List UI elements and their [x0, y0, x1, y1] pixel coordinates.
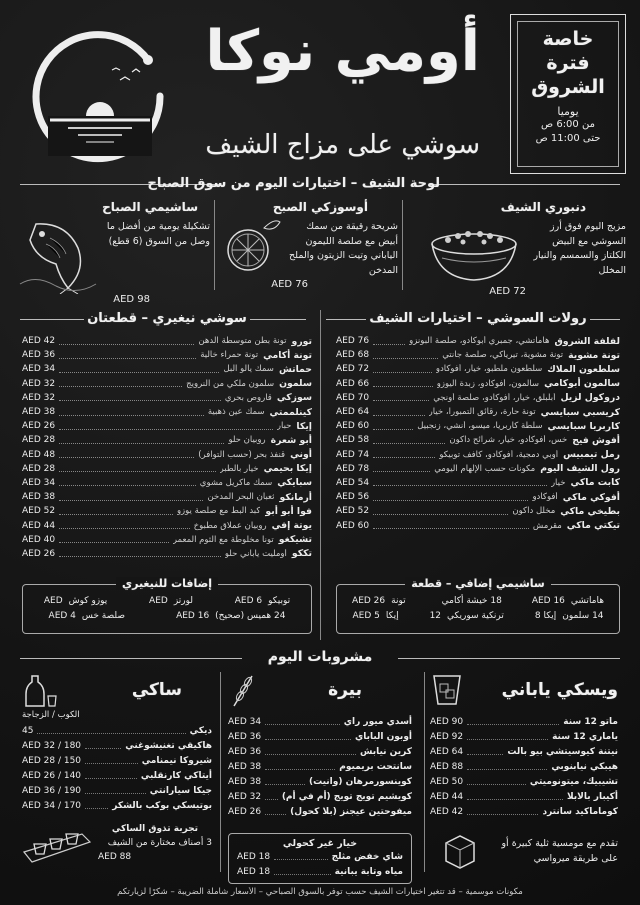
drink-row: شيروكا نيمنامي AED 28 / 150 — [22, 755, 212, 766]
footer-note: مكونات موسمية – قد تتغير اختيارات الشيف حسب توفر بالسوق الصباحي – الأسعار شاملة الضريبة – شكرًا لزيارتكم — [117, 887, 523, 897]
beer-section — [228, 672, 412, 884]
drink-row: سانتحت بريميوم AED 38 — [228, 761, 412, 772]
drink-row: أكيبار بالابلا AED 44 — [430, 791, 618, 802]
rice-bowl-icon — [428, 214, 520, 284]
menu-row: أرمانكو ثعبان البحر المدخن AED 38 — [22, 491, 312, 503]
divider — [20, 319, 84, 320]
chef-item-name: ساشيمي الصباح — [102, 200, 198, 214]
drink-row: ياماري 12 سنة AED 92 — [430, 731, 618, 742]
drink-row: بوتيسكي بوكب بالشكر AED 34 / 170 — [22, 800, 212, 811]
drink-row: ميفوحتين عيجنز (بلا كحول) AED 26 — [228, 806, 412, 817]
divider — [20, 658, 242, 659]
menu-row: سوزكي قاروص بحري AED 32 — [22, 392, 312, 404]
drink-row: نيتنة كيوسيتشي بيو بالت AED 64 — [430, 746, 618, 757]
tasting-desc: 3 أصناف مختارة من الشيف — [107, 837, 212, 848]
menu-row: أوني قنفذ بحر (حسب التوافر) AED 48 — [22, 449, 312, 461]
chef-item-desc: تشكيلة يومية من أفضل ما وصل من السوق (6 قطع) — [106, 221, 210, 247]
drink-row: أوبون الباباي AED 36 — [228, 731, 412, 742]
menu-row: تككو أومليت ياباني حلو AED 26 — [22, 548, 312, 560]
chef-item-price: AED 76 — [271, 278, 308, 290]
menu-row: يوتة إفي روبيان عملاق مطبوخ AED 44 — [22, 520, 312, 532]
menu-row: كاربريا سبايسي سلطة كاربريا، ميسو، أنشي، زنجبيل AED 60 — [336, 420, 620, 432]
sashimi-addons-box — [336, 577, 620, 634]
special-from: من 6:00 ص — [541, 119, 595, 131]
nigiri-list — [22, 334, 312, 561]
drink-row: هيبكي نيابنوبي AED 88 — [430, 761, 618, 772]
nigiri-addons-title: إضافات للنيغيري — [116, 577, 218, 590]
divider — [250, 319, 306, 320]
chef-item-desc: شريحة رقيقة من سمك أبيض مع صلصة الليمون الياباني وتيت الزيتون والملح المدخن — [289, 221, 398, 277]
addon-item: صلصة خس AED 4 — [48, 611, 126, 621]
addon-item: يوزو كوش AED — [43, 596, 108, 606]
menu-row: إيكا بحيمي خيار بالطبر AED 28 — [22, 463, 312, 475]
addon-item: ترنكية سوريكي 12 — [429, 611, 504, 621]
menu-row: أفوكي ماكي أفوكادو AED 56 — [336, 491, 620, 503]
addon-item: تونة AED 26 — [352, 596, 406, 606]
divider — [402, 200, 403, 290]
addon-item: 18 خيشة أكامي — [441, 596, 502, 606]
special-to: حتى 11:00 ص — [535, 133, 601, 145]
drink-row: كويشيم تويج تويج (أم في أم) AED 32 — [228, 791, 412, 802]
chef-item-desc: مزيج اليوم فوق أرز السوشي مع البيض الكلتاز والسمسم والنيار المخلل — [533, 221, 626, 277]
menu-row: أبو شعرة روبيان حلو AED 28 — [22, 434, 312, 446]
menu-row: فوا أبو أبو كبد البط مع صلصة يوزو AED 52 — [22, 505, 312, 517]
divider — [430, 184, 620, 185]
menu-row: إيكا حبار AED 26 — [22, 420, 312, 432]
special-title: خاصة فترة الشروق — [531, 28, 605, 98]
drink-row: أسدي ميور راي AED 34 — [228, 716, 412, 727]
addon-item: هاماتشي AED 16 — [531, 596, 604, 606]
chef-board-title: لوحة الشيف – اختيارات اليوم من سوق الصباح — [147, 176, 440, 191]
divider — [214, 200, 215, 290]
menu-row: رول الشيف اليوم مكونات حسب الإلهام اليومي AED 78 — [336, 463, 620, 475]
menu-row: سلطعون الملاك سلطعون ملطبو، خيار، أفوكادو AED 72 — [336, 363, 620, 375]
menu-row: تشيكغو تونا مخلوطة مع الثوم المعمر AED 40 — [22, 534, 312, 546]
chef-item-price: AED 98 — [113, 294, 150, 305]
divider — [320, 310, 321, 640]
nonalc-box — [228, 833, 412, 884]
chef-item — [426, 200, 626, 300]
addon-item: لورتز AED — [149, 596, 194, 606]
menu-row: كريسبي سبايسي تونة حارة، رقائق التمبورا، خيار AED 64 — [336, 406, 620, 418]
brand-tagline: سوشي على مزاج الشيف — [205, 130, 480, 160]
brand-title: أومي نوكا — [205, 19, 480, 84]
menu-row: بطيخي ماكي مخلل داكون AED 52 — [336, 505, 620, 517]
divider — [326, 319, 366, 320]
whisky-glass-icon — [430, 672, 464, 708]
drink-row: مياه وتابة يبانية AED 18 — [237, 866, 403, 877]
whisky-section — [430, 672, 618, 871]
chef-item-name: دنبوري الشيف — [500, 200, 586, 214]
nigiri-addons-box — [22, 577, 312, 634]
sunrise-special-box — [510, 14, 626, 174]
menu-row: أفوش فيج خس، أفوكادو، خيار، شرائح داكون AED 58 — [336, 434, 620, 446]
menu-row: تورو تونة بطن متوسطة الدهن AED 42 — [22, 335, 312, 347]
menu-row: تونة أكامي تونة حمراء خالية AED 36 — [22, 349, 312, 361]
sake-section — [22, 672, 212, 865]
menu-row: تيكتي ماكي مقرمش AED 60 — [336, 520, 620, 532]
drink-row: كوماماكيد سانترد AED 42 — [430, 806, 618, 817]
divider — [398, 658, 620, 659]
sake-title: ساكي — [131, 680, 182, 700]
drink-row: كوينسورمرهان (وانيت) AED 38 — [228, 776, 412, 787]
drink-row: هاكيقي تغنيشوغني AED 32 / 180 — [22, 740, 212, 751]
divider — [424, 672, 425, 872]
sake-bottle-icon — [22, 672, 58, 708]
whisky-note: تقدم مع مومسية ثلية كبيرة أو على طريقة ميرواسي — [501, 837, 618, 864]
menu-row: كابت ماكي خيار AED 54 — [336, 477, 620, 489]
special-daily: يوميا — [557, 105, 579, 119]
menu-row: دروكول لزيل أبلبلق، خيار، أفوكادو، صلصة أونجي AED 70 — [336, 392, 620, 404]
drink-row: كرين نيابش AED 36 — [228, 746, 412, 757]
chef-item — [14, 200, 210, 305]
addon-item: 14 سلمون إيكا 8 — [534, 611, 604, 621]
menu-row: تونة مشوية تونة مشوية، تيرياكي، صلصة جانتي AED 68 — [336, 349, 620, 361]
lemon-slice-icon — [224, 214, 284, 274]
addon-item: توبيكو AED 6 — [234, 596, 291, 606]
chef-item-price: AED 72 — [489, 286, 526, 297]
chef-item — [222, 200, 398, 300]
menu-row: لفلفة الشروق هاماتشي، جمبري أبوكادو، صلصة البونزو AED 76 — [336, 335, 620, 347]
ice-cube-icon — [440, 831, 480, 871]
chef-item-name: أوسوزكي الصبح — [272, 200, 368, 214]
wheat-icon — [228, 672, 258, 708]
addon-item: إيكا AED 5 — [352, 611, 399, 621]
menu-row: سبايكي سمك ماكريل مشوي AED 34 — [22, 477, 312, 489]
drinks-title: مشروبات اليوم — [267, 649, 373, 665]
logo-emblem — [20, 20, 180, 180]
nigiri-title: سوشي نيغيري – قطعتان — [87, 311, 247, 326]
beer-title: بيرة — [328, 680, 362, 700]
menu-row: سالمون أبوكامي سالمون، أفوكادو، زبدة اليوزو AED 66 — [336, 378, 620, 390]
menu-row: حماتش سمك يالو البل AED 34 — [22, 363, 312, 375]
addon-item: 24 هميس (صحيح) AED 16 — [176, 611, 286, 621]
drink-row: ديكي 45 — [22, 725, 212, 736]
divider — [220, 672, 221, 872]
rolls-title: رولات السوشي – اختيارات الشيف — [369, 311, 587, 326]
menu-row: كينلممتي سمك عين ذهبية AED 38 — [22, 406, 312, 418]
divider — [590, 319, 620, 320]
nonalc-title: خيار غير كحولي — [282, 838, 358, 849]
whisky-title: ويسكي ياباني — [501, 680, 618, 700]
tasting-price: AED 88 — [98, 851, 132, 862]
sake-columns: الكوب / الزجاجة — [22, 710, 80, 720]
drink-row: شاي خفض مثلج AED 18 — [237, 851, 403, 862]
drink-row: تشيبيك، ميتونوميتي AED 50 — [430, 776, 618, 787]
menu-row: سلمون سلمون ملكي من النرويج AED 32 — [22, 378, 312, 390]
drink-row: جيكا سيارانتي AED 36 / 190 — [22, 785, 212, 796]
menu-row: رمل تيمبيس أوبي دمجية، أفوكادو، كافف توبيكو AED 74 — [336, 449, 620, 461]
tasting-title: تجربة تذوق الساكي — [111, 824, 199, 834]
rolls-list — [336, 334, 620, 533]
sake-cups-icon — [22, 824, 92, 864]
fish-icon — [16, 214, 100, 294]
drink-row: ماتو 12 سنة AED 90 — [430, 716, 618, 727]
sashimi-addons-title: ساشيمي إضافي – قطعة — [405, 577, 550, 590]
sake-tasting — [22, 823, 212, 865]
drink-row: أيتاكي كارنقلبي AED 26 / 140 — [22, 770, 212, 781]
